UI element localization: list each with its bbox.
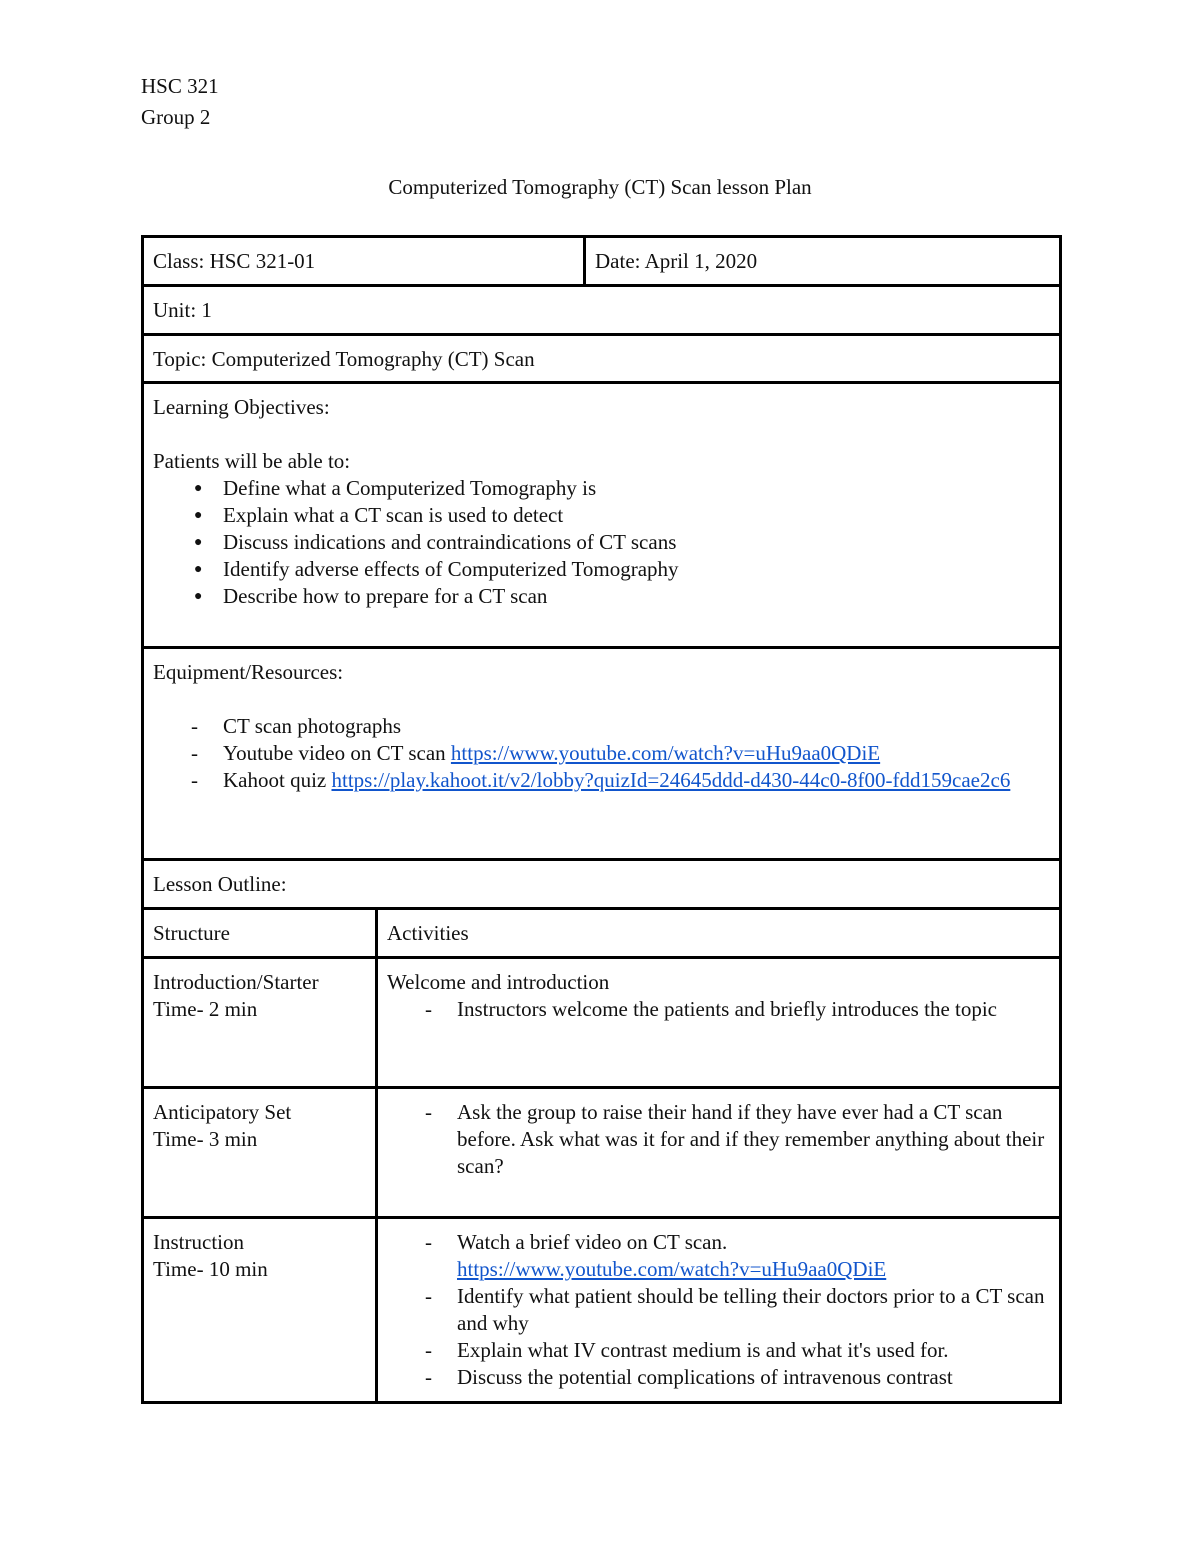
resources-heading: Equipment/Resources:: [153, 660, 344, 684]
unit-cell: [143, 286, 1061, 335]
topic-label: Topic: Computerized Tomography (CT) Scan: [153, 347, 535, 371]
list-item: - Kahoot quiz https://play.kahoot.it/v2/lobby?quizId=24645ddd-d430-44c0-8f00-fdd159cae2c6: [191, 768, 1011, 792]
list-item: - CT scan photographs: [191, 714, 402, 738]
list-item: ● Describe how to prepare for a CT scan: [194, 584, 548, 608]
activity-list: [387, 1099, 1050, 1180]
outline-columns-row: [143, 909, 1061, 958]
activities-cell: [377, 1218, 1061, 1403]
resources-cell: [143, 648, 1061, 860]
table-row: [143, 958, 1061, 1088]
list-item: ● Explain what a CT scan is used to detect: [194, 503, 564, 527]
list-item: ● Define what a Computerized Tomography is: [194, 476, 597, 500]
lesson-plan-table: [141, 235, 1062, 1404]
outline-heading-cell: [143, 860, 1061, 909]
dash-icon: -: [425, 1100, 432, 1124]
group-label: Group 2: [141, 105, 211, 129]
structure-cell: [143, 1088, 377, 1218]
document-title: Computerized Tomography (CT) Scan lesson Plan: [388, 175, 812, 199]
unit-row: [143, 286, 1061, 335]
outline-heading-row: [143, 860, 1061, 909]
list-item: - Watch a brief video on CT scan. https://www.youtube.com/watch?v=uHu9aa0QDiE: [425, 1230, 887, 1281]
list-item: ● Discuss indications and contraindications of CT scans: [194, 530, 677, 554]
objectives-cell: [143, 383, 1061, 648]
video-link[interactable]: https://www.youtube.com/watch?v=uHu9aa0QDiE: [457, 1257, 887, 1281]
list-item: - Youtube video on CT scan https://www.youtube.com/watch?v=uHu9aa0QDiE: [191, 741, 881, 765]
date-label: Date: April 1, 2020: [595, 249, 758, 273]
dash-icon: -: [425, 1365, 432, 1389]
bullet-icon: ●: [194, 481, 203, 496]
stage-time: Time- 2 min: [153, 997, 258, 1021]
list-item: - Explain what IV contrast medium is and what it's used for.: [425, 1338, 949, 1362]
course-code: HSC 321: [141, 74, 219, 98]
kahoot-link[interactable]: https://play.kahoot.it/v2/lobby?quizId=24645ddd-d430-44c0-8f00-fdd159cae2c6: [331, 768, 1011, 792]
class-date-row: [143, 237, 1061, 286]
class-cell: [143, 237, 585, 286]
structure-cell: [143, 1218, 377, 1403]
objectives-heading: Learning Objectives:: [153, 395, 330, 419]
structure-header: Structure: [153, 921, 230, 945]
activities-header-cell: [377, 909, 1061, 958]
stage-name: Anticipatory Set: [153, 1100, 292, 1124]
bullet-icon: ●: [194, 562, 203, 577]
list-item: - Identify what patient should be telling their doctors prior to a CT scan and why: [425, 1284, 1045, 1335]
resources-row: [143, 648, 1061, 860]
dash-icon: -: [191, 714, 198, 738]
activities-header: Activities: [387, 921, 469, 945]
structure-cell: [143, 958, 377, 1088]
list-item: - Discuss the potential complications of intravenous contrast: [425, 1365, 953, 1389]
dash-icon: -: [191, 768, 198, 792]
youtube-link[interactable]: https://www.youtube.com/watch?v=uHu9aa0QDiE: [450, 741, 881, 765]
class-label: Class: HSC 321-01: [153, 249, 316, 273]
stage-time: Time- 10 min: [153, 1257, 268, 1281]
activity-list: [387, 1229, 1050, 1391]
date-cell: [585, 237, 1061, 286]
outline-heading: Lesson Outline:: [153, 872, 287, 896]
dash-icon: -: [191, 741, 198, 765]
resources-list: [153, 713, 1050, 794]
dash-icon: -: [425, 997, 432, 1021]
list-item: - Instructors welcome the patients and briefly introduces the topic: [425, 997, 998, 1021]
objectives-list: [153, 475, 1050, 610]
activities-cell: [377, 1088, 1061, 1218]
topic-row: [143, 335, 1061, 383]
activities-cell: [377, 958, 1061, 1088]
objectives-row: [143, 383, 1061, 648]
list-item: - Ask the group to raise their hand if they have ever had a CT scan before. Ask what was it for and if they remember anything about their scan?: [425, 1100, 1045, 1178]
table-row: [143, 1218, 1061, 1403]
dash-icon: -: [425, 1338, 432, 1362]
objectives-intro: Patients will be able to:: [153, 449, 351, 473]
dash-icon: -: [425, 1230, 432, 1254]
activity-lead: Welcome and introduction: [387, 970, 610, 994]
bullet-icon: ●: [194, 508, 203, 523]
bullet-icon: ●: [194, 589, 203, 604]
list-item: ● Identify adverse effects of Computerized Tomography: [194, 557, 679, 581]
activity-list: [387, 996, 1050, 1023]
structure-header-cell: [143, 909, 377, 958]
table-row: [143, 1088, 1061, 1218]
topic-cell: [143, 335, 1061, 383]
dash-icon: -: [425, 1284, 432, 1308]
unit-label: Unit: 1: [153, 298, 212, 322]
stage-time: Time- 3 min: [153, 1127, 258, 1151]
stage-name: Instruction: [153, 1230, 244, 1254]
bullet-icon: ●: [194, 535, 203, 550]
stage-name: Introduction/Starter: [153, 970, 319, 994]
